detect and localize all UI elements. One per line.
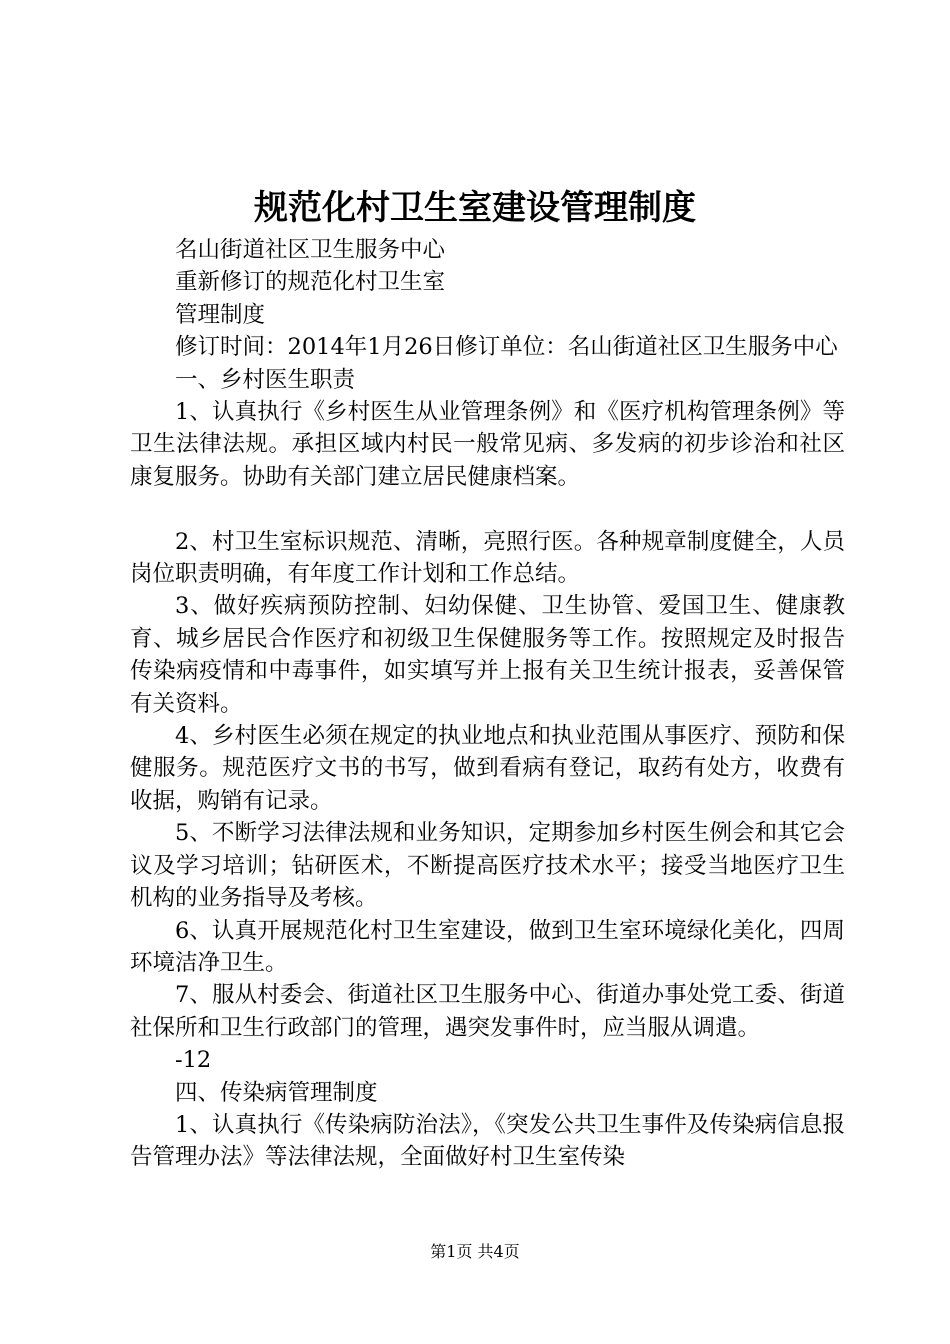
section-heading-infectious-disease: 四、传染病管理制度 (175, 1079, 378, 1106)
paragraph-subtitle-2: 管理制度 (175, 301, 266, 328)
blank-line (130, 493, 845, 525)
page-footer: 第1页 共4页 (430, 1242, 520, 1261)
paragraph-page-marker: -12 (175, 1047, 212, 1074)
paragraph-duty-2: 2、村卫生室标识规范、清晰，亮照行医。各种规章制度健全，人员岗位职责明确，有年度工作计划和工作总结。 (130, 528, 845, 588)
paragraph-duty-1: 1、认真执行《乡村医生从业管理条例》和《医疗机构管理条例》等卫生法律法规。承担区域内村民一般常见病、多发病的初步诊治和社区康复服务。协助有关部门建立居民健康档案。 (130, 399, 845, 490)
paragraph-infectious-1: 1、认真执行《传染病防治法》，《突发公共卫生事件及传染病信息报告管理办法》等法律法规，全面做好村卫生室传染 (130, 1111, 845, 1171)
paragraph-duty-5: 5、不断学习法律法规和业务知识，定期参加乡村医生例会和其它会议及学习培训；钻研医术，不断提高医疗技术水平；接受当地医疗卫生机构的业务指导及考核。 (130, 820, 845, 912)
paragraph-duty-7: 7、服从村委会、街道社区卫生服务中心、街道办事处党工委、街道社保所和卫生行政部门的管理，遇突发事件时，应当服从调遣。 (130, 982, 845, 1041)
section-heading-duties: 一、乡村医生职责 (175, 366, 356, 393)
paragraph-subtitle: 重新修订的规范化村卫生室 (175, 269, 446, 296)
paragraph-revision-info: 修订时间：2014年1月26日修订单位：名山街道社区卫生服务中心 (175, 334, 838, 361)
paragraph-organization: 名山街道社区卫生服务中心 (175, 237, 446, 263)
paragraph-duty-6: 6、认真开展规范化村卫生室建设，做到卫生室环境绿化美化，四周环境洁净卫生。 (130, 917, 845, 976)
paragraph-duty-4: 4、乡村医生必须在规定的执业地点和执业范围从事医疗、预防和保健服务。规范医疗文书的书写，做到看病有登记，取药有处方，收费有收据，购销有记录。 (130, 723, 845, 814)
document-body (130, 234, 845, 1174)
paragraph-duty-3: 3、做好疾病预防控制、妇幼保健、卫生协管、爱国卫生、健康教育、城乡居民合作医疗和初级卫生保健服务等工作。按照规定及时报告传染病疫情和中毒事件，如实填写并上报有关卫生统计报表，妥善保管有关资料。 (130, 593, 845, 717)
document-title: 规范化村卫生室建设管理制度 (254, 188, 696, 228)
